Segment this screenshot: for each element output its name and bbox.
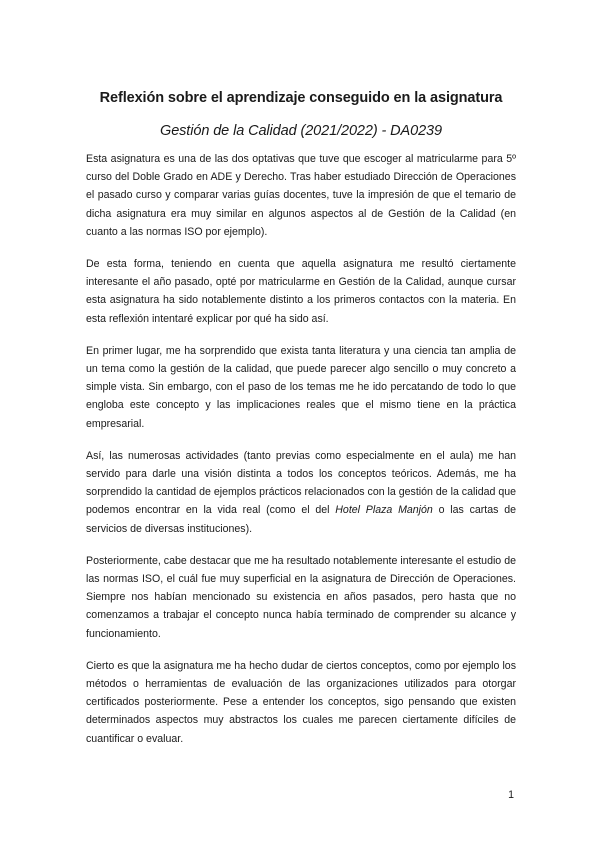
- document-subtitle: Gestión de la Calidad (2021/2022) - DA0239: [160, 123, 442, 139]
- page-number: 1: [508, 789, 514, 801]
- document-title: Reflexión sobre el aprendizaje conseguido en la asignatura: [99, 90, 503, 106]
- paragraph-3: En primer lugar, me ha sorprendido que exista tanta literatura y una ciencia tan amplia de un tema como la gestión de la calidad, que puede parecer algo sencillo o muy concreto a simple vista. Sin embargo, con el paso de los temas me he ido percatando de todo lo que engloba este concepto y las implicaciones reales que el mismo tiene en la práctica empresarial.: [86, 344, 516, 430]
- paragraph-4-text-after: o las cartas de servicios de diversas instituciones).: [86, 504, 516, 535]
- paragraph-4-italic-text: Hotel Plaza Manjón: [335, 504, 433, 517]
- document-body: [86, 150, 516, 748]
- paragraph-1: Esta asignatura es una de las dos optativas que tuve que escoger al matricularme para 5º curso del Doble Grado en ADE y Derecho. Tras haber estudiado Dirección de Operaciones el pasado curso y comparar varias guías docentes, tuve la impresión de que el temario de dicha asignatura era muy similar en algunos aspectos al de Gestión de la Calidad (en cuanto a las normas ISO por ejemplo).: [86, 153, 516, 238]
- paragraph-4-text-before: Así, las numerosas actividades (tanto previas como especialmente en el aula) me han servido para darle una visión distinta a todos los conceptos teóricos. Además, me ha sorprendido la cantidad de ejemplos prácticos relacionados con la gestión de la calidad que podemos encontrar en la vida real (como el del: [86, 449, 516, 517]
- paragraph-2: De esta forma, teniendo en cuenta que aquella asignatura me resultó ciertamente interesante el año pasado, opté por matricularme en Gestión de la Calidad, aunque cursar esta asignatura ha sido notablemente distinto a los primeros contactos con la materia. En esta reflexión intentaré explicar por qué ha sido así.: [86, 258, 516, 325]
- paragraph-6: Cierto es que la asignatura me ha hecho dudar de ciertos conceptos, como por ejemplo los métodos o herramientas de evaluación de las organizaciones utilizados para otorgar certificados posteriormente. Pese a entender los conceptos, sigo pensando que existen determinados aspectos muy abstractos los cuales me parecen ciertamente difíciles de cuantificar o evaluar.: [86, 659, 516, 745]
- paragraph-4: [86, 447, 516, 538]
- paragraph-5: Posteriormente, cabe destacar que me ha resultado notablemente interesante el estudio de las normas ISO, el cuál fue muy superficial en la asignatura de Dirección de Operaciones. Siempre nos habían mencionado su existencia en años pasados, pero hasta que no comenzamos a trabajar el concepto nunca había terminado de comprender su alcance y funcionamiento.: [86, 554, 516, 640]
